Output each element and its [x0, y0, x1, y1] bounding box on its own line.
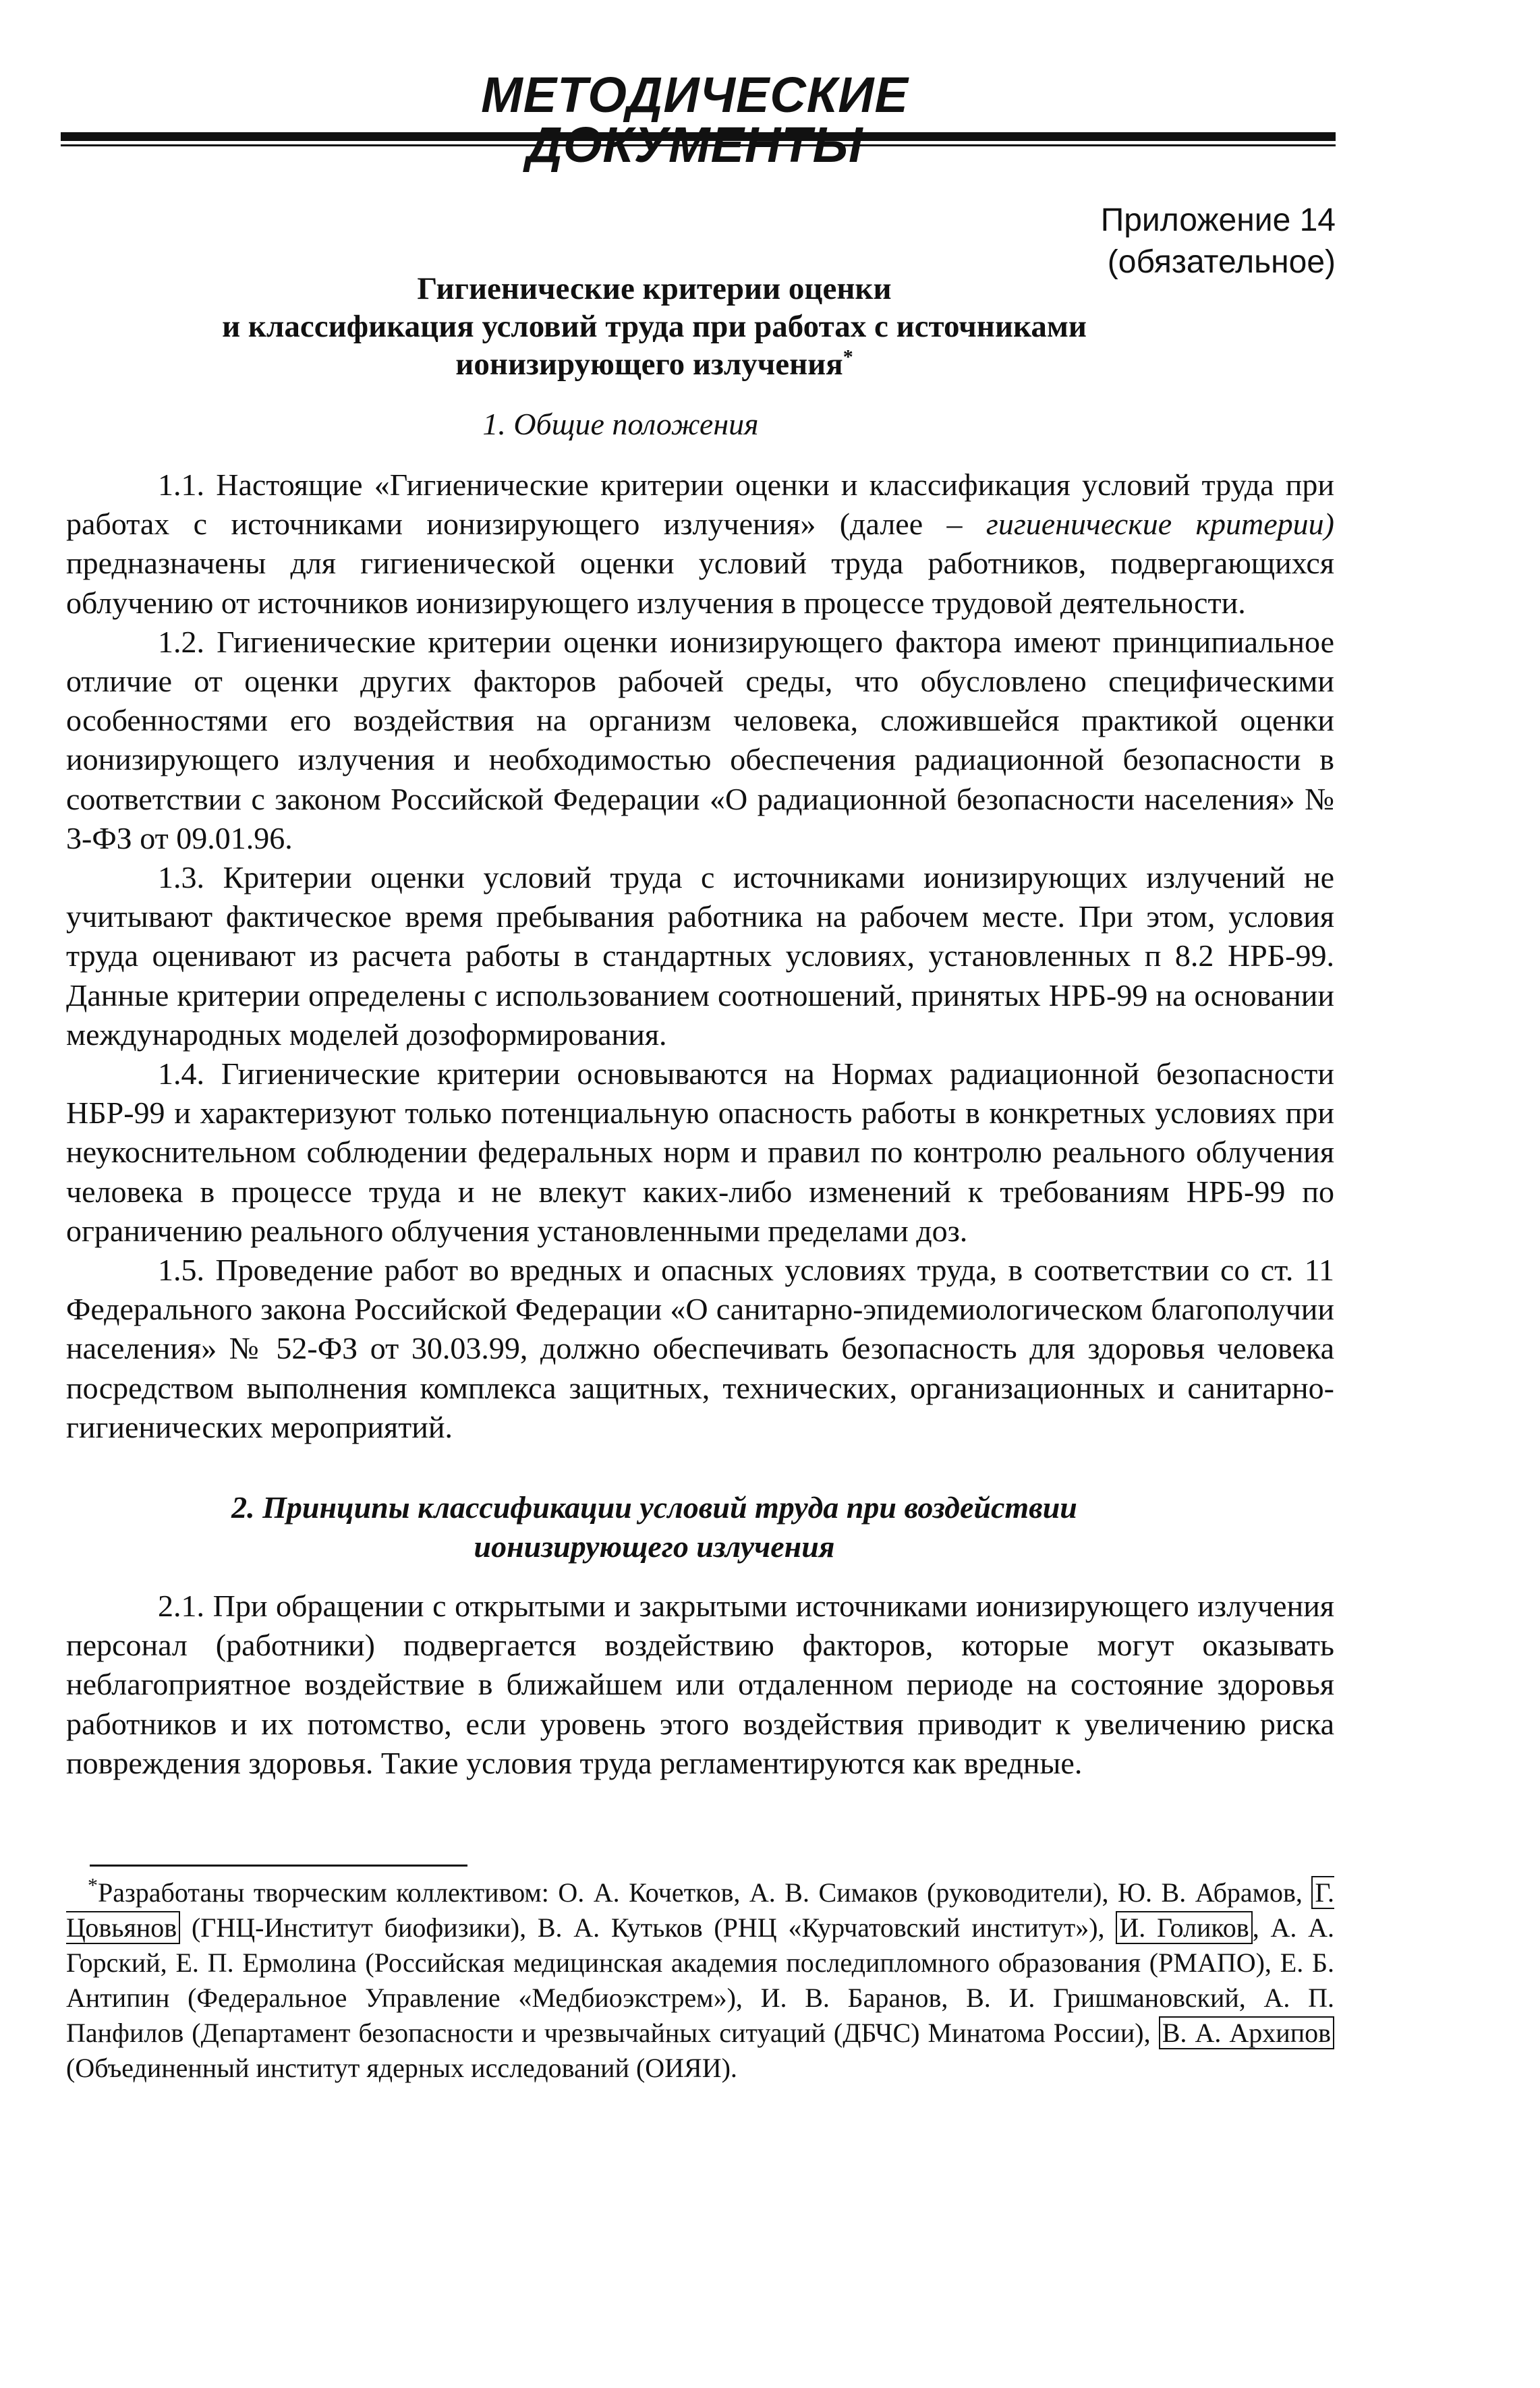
footnote-mark: * — [88, 1874, 98, 1897]
section-2-body — [66, 1587, 1334, 1783]
footnote-text-4: (Объединенный институт ядерных исследований (ОИЯИ). — [66, 2053, 737, 2083]
footnote-rule — [90, 1865, 467, 1867]
title-line-2: и классификация условий труда при работах с источниками — [222, 309, 1087, 344]
section-2-heading — [189, 1488, 1120, 1566]
appendix-number: Приложение 14 — [1100, 202, 1336, 238]
running-header-title: МЕТОДИЧЕСКИЕ — [481, 67, 909, 123]
paragraph-1-1-text-end: предназначены для гигиенической оценки условий труда работников, подвергающихся облучению от источников ионизирующего излучения в процессе трудовой деятельности. — [66, 546, 1334, 620]
paragraph-1-2: 1.2. Гигиенические критерии оценки ионизирующего фактора имеют принципиальное отличие от оценки других факторов рабочей среды, что обусловлено специфическими особенностями его воздействия на организм человека, сложившейся практикой оценки ионизирующего излучения и необходимостью обеспечения радиационной безопасности в соответствии с законом Российской Федерации «О радиационной безопасности населения» № 3-ФЗ от 09.01.96. — [66, 624, 1334, 855]
paragraph-1-5: 1.5. Проведение работ во вредных и опасных условиях труда, в соответствии со ст. 11 Федерального закона Российской Федерации «О санитарно-эпидемиологическом благополучии населения» № 52-ФЗ от 30.03.99, должно обеспечивать безопасность для здоровья человека посредством выполнения комплекса защитных, технических, организационных и санитарно-гигиенических мероприятий. — [66, 1253, 1334, 1444]
boxed-name-1: Г. Цовьянов — [66, 1877, 1334, 1943]
paragraph-1-3: 1.3. Критерии оценки условий труда с источниками ионизирующих излучений не учитывают фактическое время пребывания работника на рабочем месте. При этом, условия труда оценивают из расчета работы в стандартных условиях, установленных п 8.2 НРБ-99. Данные критерии определены с использованием соотношений, принятых НРБ-99 на основании международных моделей дозоформирования. — [66, 860, 1334, 1052]
title-line-3 — [189, 345, 1120, 383]
paragraph-1-4: 1.4. Гигиенические критерии основываются на Нормах радиационной безопасности НБР-99 и характеризуют только потенциальную опасность работы в конкретных условиях при неукоснительном соблюдении федеральных норм и правил по контролю реального облучения человека в процессе труда и не влекут каких-либо изменений к требованиям НРБ-99 по ограничению реального облучения установленными пределами доз. — [66, 1056, 1334, 1248]
title-line-1: Гигиенические критерии оценки — [417, 271, 892, 306]
paragraph-1-1 — [66, 465, 1334, 623]
section-1-body — [66, 465, 1334, 1447]
appendix-status: (обязательное) — [1107, 244, 1336, 280]
section-1-heading: 1. Общие положения — [482, 407, 759, 441]
footnote-text-3: , А. А. Горский, Е. П. Ермолина (Российская медицинская академия последипломного образования (РМАПО), Е. Б. Антипин (Федеральное Управление «Медбиоэкстрем»), И. В. Баранов, В. И. Гришмановский, А. П. Панфилов (Департамент безопасности и чрезвычайных ситуаций (ДБЧС) Минатома России), — [66, 1912, 1334, 2048]
title-footnote-mark: * — [843, 345, 853, 368]
section-2-heading-line-2: ионизирующего излучения — [474, 1529, 835, 1564]
paragraph-1-1-italic: гигиенические критерии) — [986, 507, 1334, 542]
paragraph-1-1-text: 1.1. Настоящие «Гигиенические критерии оценки и классификация условий труда при работах с источниками ионизирующего излучения» (далее – — [66, 467, 1334, 542]
footnote-text-1: Разработаны творческим коллективом: О. А. Кочетков, А. В. Симаков (руководители), Ю. В. Абрамов, — [98, 1877, 1312, 1908]
boxed-name-3: В. А. Архипов — [1159, 2016, 1334, 2049]
document-title — [189, 270, 1120, 383]
section-2-heading-line-1: 2. Принципы классификации условий труда при воздействии — [231, 1490, 1077, 1525]
footnote — [66, 1875, 1334, 2086]
paragraph-2-1: 2.1. При обращении с открытыми и закрытыми источниками ионизирующего излучения персонал (работники) подвергается воздействию факторов, которые могут оказывать неблагоприятное воздействие в ближайшем или отдаленном периоде на состояние здоровья работников и их потомство, если уровень этого воздействия приводит к увеличению риска повреждения здоровья. Такие условия труда регламентируются как вредные. — [66, 1589, 1334, 1780]
title-line-3-text: ионизирующего излучения — [455, 347, 843, 382]
boxed-name-2: И. Голиков — [1116, 1911, 1252, 1944]
header-rule — [61, 132, 1336, 141]
header-rule-thin — [61, 144, 1336, 146]
footnote-text-2: (ГНЦ-Институт биофизики), В. А. Кутьков (РНЦ «Курчатовский институт»), — [180, 1912, 1116, 1943]
